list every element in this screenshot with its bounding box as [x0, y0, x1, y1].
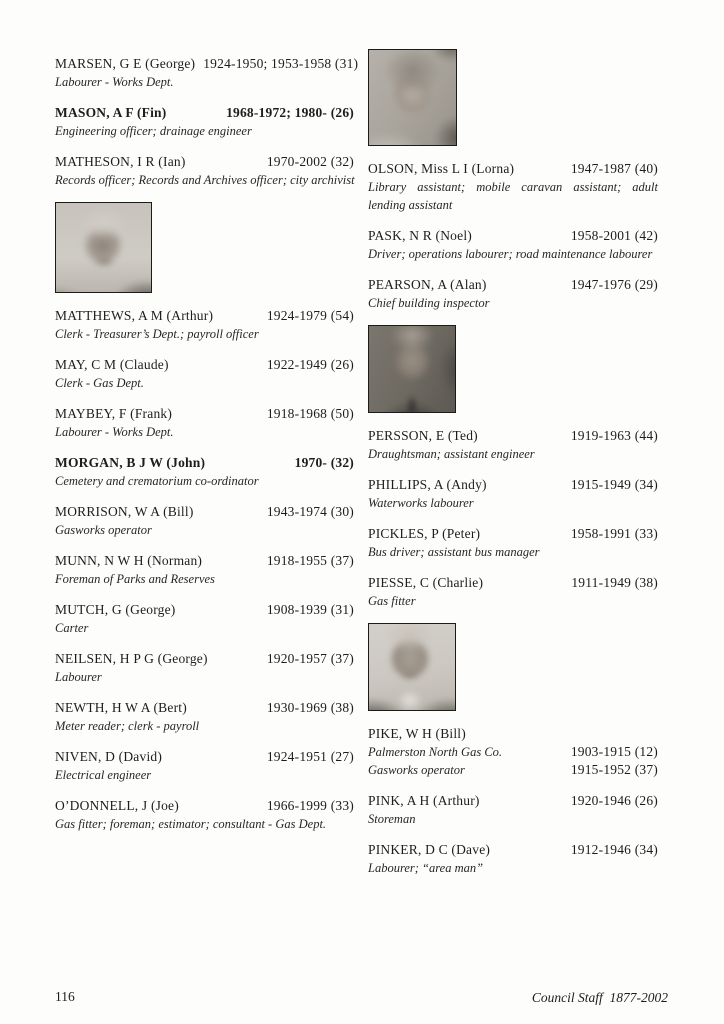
matthews-portrait-photo	[55, 202, 152, 293]
staff-role: Labourer; “area man”	[368, 861, 484, 875]
staff-name: MUNN, N W H (Norman)	[55, 553, 203, 568]
staff-name-line	[368, 427, 658, 445]
staff-entry	[55, 55, 359, 91]
service-dates: 1912-1946 (34)	[570, 842, 658, 857]
staff-name-line	[368, 725, 658, 743]
staff-entry	[55, 797, 354, 833]
service-dates: 1958-1991 (33)	[570, 526, 658, 541]
service-dates: 1924-1950; 1953-1958 (31)	[203, 56, 359, 71]
service-dates: 1970-2002 (32)	[266, 154, 354, 169]
service-dates: 1919-1963 (44)	[570, 428, 658, 443]
staff-name-line	[55, 748, 354, 766]
portrait-image	[368, 49, 457, 146]
staff-entry	[55, 601, 354, 637]
staff-name: MORGAN, B J W (John)	[55, 455, 206, 470]
staff-entry	[368, 725, 658, 779]
staff-entry	[55, 405, 354, 441]
staff-name: MARSEN, G E (George)	[55, 56, 196, 71]
service-dates: 1922-1949 (26)	[266, 357, 354, 372]
staff-entry	[368, 476, 658, 512]
staff-name-line	[55, 552, 354, 570]
service-dates: 1915-1949 (34)	[570, 477, 658, 492]
staff-entry	[368, 276, 658, 312]
role-date-row	[368, 761, 658, 779]
staff-name-line	[368, 227, 658, 245]
staff-name: NIVEN, D (David)	[55, 749, 163, 764]
staff-role: Carter	[55, 621, 89, 635]
staff-entry	[55, 650, 354, 686]
service-dates: 1918-1955 (37)	[266, 553, 354, 568]
page-number: 116	[55, 989, 75, 1004]
staff-entry	[55, 153, 354, 189]
staff-role: Bus driver; assistant bus manager	[368, 545, 540, 559]
staff-name-line	[368, 160, 658, 178]
staff-entry	[368, 427, 658, 463]
staff-name: PHILLIPS, A (Andy)	[368, 477, 487, 492]
staff-name-line	[55, 650, 354, 668]
service-dates: 1947-1987 (40)	[570, 161, 658, 176]
staff-role: Labourer	[55, 670, 102, 684]
staff-name-line	[368, 276, 658, 294]
staff-role: Foreman of Parks and Reserves	[55, 572, 215, 586]
staff-name: PASK, N R (Noel)	[368, 228, 472, 243]
staff-name: PINKER, D C (Dave)	[368, 842, 491, 857]
staff-name: MAYBEY, F (Frank)	[55, 406, 173, 421]
staff-name-line	[55, 454, 354, 472]
staff-name-line	[55, 356, 354, 374]
staff-role: Cemetery and crematorium co-ordinator	[55, 474, 259, 488]
portrait-image	[368, 325, 456, 413]
staff-role: Gas fitter; foreman; estimator; consultant - Gas Dept.	[55, 817, 327, 831]
olson-portrait-photo	[368, 49, 457, 146]
service-dates: 1924-1979 (54)	[266, 308, 354, 323]
staff-name: PINK, A H (Arthur)	[368, 793, 480, 808]
column-left	[55, 55, 359, 846]
staff-entry	[55, 503, 354, 539]
service-dates: 1924-1951 (27)	[266, 749, 354, 764]
pike-portrait-photo	[368, 623, 456, 711]
staff-name: O’DONNELL, J (Joe)	[55, 798, 179, 813]
service-dates: 1908-1939 (31)	[266, 602, 354, 617]
service-dates: 1970- (32)	[294, 455, 354, 470]
staff-role: Waterworks labourer	[368, 496, 474, 510]
staff-entry	[55, 699, 354, 735]
staff-role: Labourer - Works Dept.	[55, 425, 174, 439]
staff-name-line	[55, 503, 354, 521]
staff-name-line	[55, 104, 354, 122]
staff-name: MATTHEWS, A M (Arthur)	[55, 308, 214, 323]
staff-role: Library assistant; mobile caravan assistant; adult lending assistant	[368, 180, 658, 212]
staff-name: PERSSON, E (Ted)	[368, 428, 478, 443]
service-dates: 1918-1968 (50)	[266, 406, 354, 421]
staff-entry	[368, 227, 658, 263]
staff-name: PEARSON, A (Alan)	[368, 277, 487, 292]
service-dates: 1968-1972; 1980- (26)	[226, 105, 354, 120]
service-dates: 1920-1957 (37)	[266, 651, 354, 666]
staff-role: Engineering officer; drainage engineer	[55, 124, 252, 138]
staff-name-line	[368, 476, 658, 494]
staff-role: Records officer; Records and Archives officer; city archivist	[55, 173, 355, 187]
portrait-image	[55, 202, 152, 293]
staff-role: Gas fitter	[368, 594, 416, 608]
staff-entry	[55, 748, 354, 784]
service-dates: 1915-1952 (37)	[570, 762, 658, 777]
staff-role: Electrical engineer	[55, 768, 152, 782]
portrait-image	[368, 623, 456, 711]
staff-name-line	[55, 307, 354, 325]
staff-entry	[368, 160, 658, 214]
service-dates: 1943-1974 (30)	[266, 504, 354, 519]
staff-entry	[368, 841, 658, 877]
staff-role: Palmerston North Gas Co.	[368, 745, 503, 759]
staff-name: MUTCH, G (George)	[55, 602, 176, 617]
staff-name-line	[55, 55, 359, 73]
service-dates: 1966-1999 (33)	[266, 798, 354, 813]
staff-entry	[368, 574, 658, 610]
staff-role: Labourer - Works Dept.	[55, 75, 174, 89]
service-dates: 1930-1969 (38)	[266, 700, 354, 715]
staff-role: Chief building inspector	[368, 296, 490, 310]
service-dates: 1903-1915 (12)	[570, 744, 658, 759]
staff-role: Gasworks operator	[55, 523, 152, 537]
column-right	[368, 46, 658, 890]
staff-name-line	[55, 601, 354, 619]
staff-name-line	[55, 153, 354, 171]
running-title: Council Staff 1877-2002	[531, 990, 668, 1005]
staff-name: PIESSE, C (Charlie)	[368, 575, 484, 590]
staff-name: MASON, A F (Fin)	[55, 105, 167, 120]
staff-name: PIKE, W H (Bill)	[368, 726, 466, 741]
staff-entry	[368, 792, 658, 828]
persson-portrait-photo	[368, 325, 456, 413]
staff-entry	[55, 454, 354, 490]
service-dates: 1911-1949 (38)	[571, 575, 658, 590]
staff-name: NEWTH, H W A (Bert)	[55, 700, 187, 715]
staff-name: OLSON, Miss L I (Lorna)	[368, 161, 515, 176]
staff-name: NEILSEN, H P G (George)	[55, 651, 208, 666]
service-dates: 1920-1946 (26)	[570, 793, 658, 808]
staff-name: MORRISON, W A (Bill)	[55, 504, 194, 519]
staff-name-line	[368, 841, 658, 859]
staff-name-line	[55, 797, 354, 815]
service-dates: 1958-2001 (42)	[570, 228, 658, 243]
staff-role: Meter reader; clerk - payroll	[55, 719, 200, 733]
service-dates: 1947-1976 (29)	[570, 277, 658, 292]
staff-name: MAY, C M (Claude)	[55, 357, 169, 372]
staff-name-line	[368, 792, 658, 810]
staff-name-line	[368, 574, 658, 592]
staff-entry	[55, 356, 354, 392]
staff-name-line	[55, 699, 354, 717]
staff-name-line	[368, 525, 658, 543]
staff-name: PICKLES, P (Peter)	[368, 526, 481, 541]
staff-role: Storeman	[368, 812, 416, 826]
staff-entry	[55, 307, 354, 343]
staff-entry	[368, 525, 658, 561]
staff-role: Clerk - Treasurer’s Dept.; payroll officer	[55, 327, 259, 341]
staff-role: Driver; operations labourer; road maintenance labourer	[368, 247, 653, 261]
staff-role: Gasworks operator	[368, 763, 465, 777]
staff-entry	[55, 104, 354, 140]
staff-entry	[55, 552, 354, 588]
staff-name-line	[55, 405, 354, 423]
staff-role: Clerk - Gas Dept.	[55, 376, 144, 390]
staff-name: MATHESON, I R (Ian)	[55, 154, 186, 169]
role-date-row	[368, 743, 658, 761]
staff-role: Draughtsman; assistant engineer	[368, 447, 535, 461]
